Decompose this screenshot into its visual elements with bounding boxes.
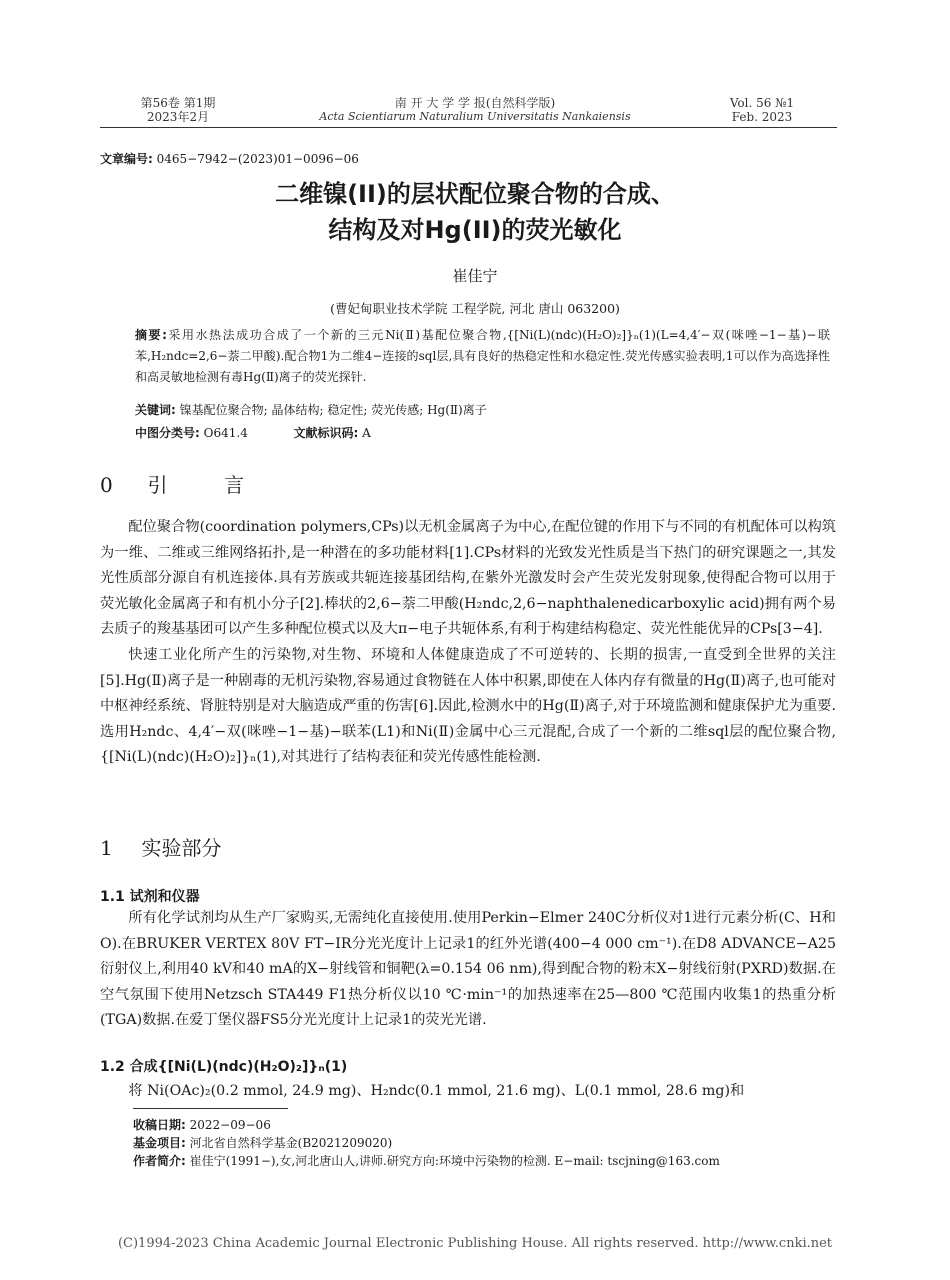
header-divider <box>100 127 837 128</box>
clc-label: 中图分类号: <box>135 426 200 440</box>
header-date-cn: 2023年2月 <box>146 110 210 124</box>
author-name: 崔佳宁 <box>452 267 498 285</box>
header-volume <box>118 96 238 124</box>
intro-paragraph-2: 快速工业化所产生的污染物,对生物、环境和人体健康造成了不可逆转的、长期的损害,一直受到全世界的关注[5].Hg(Ⅱ)离子是一种剧毒的无机污染物,容易通过食物链在人体中积累,即使在人体内存有微量的Hg(Ⅱ)离子,也可能对中枢神经系统、肾脏特别是对大脑造成严重的伤害[6].因此,检测水中的Hg(Ⅱ)离子,对于环境监测和健康保护尤为重要.选用H₂ndc、4,4′−双(咪唑−1−基)−联苯(L1)和Ni(Ⅱ)金属中心三元混配,合成了一个新的二维sql层的配位聚合物,{[Ni(L)(ndc)(H₂O)₂]}ₙ(1),对其进行了结构表征和荧光传感性能检测. <box>100 646 836 766</box>
section-0-title-1: 引 <box>147 473 168 497</box>
fund-text: 河北省自然科学基金(B2021209020) <box>189 1136 393 1150</box>
article-number <box>100 150 359 167</box>
title-line-1: 二维镍(II)的层状配位聚合物的合成、 <box>275 180 675 208</box>
synthesis-paragraph: 将 Ni(OAc)₂(0.2 mmol, 24.9 mg)、H₂ndc(0.1 mmol, 21.6 mg)、L(0.1 mmol, 28.6 mg)和 <box>128 1083 745 1099</box>
subsection-1-1-body <box>100 906 836 1034</box>
author-info-text: 崔佳宁(1991−),女,河北唐山人,讲师.研究方向:环境中污染物的检测. E−mail: tscjning@163.com <box>189 1154 720 1168</box>
subsection-1-1-heading: 1.1 试剂和仪器 <box>100 889 200 905</box>
affiliation: (曹妃甸职业技术学院 工程学院, 河北 唐山 063200) <box>330 301 620 316</box>
received-date: 2022−09−06 <box>189 1118 271 1132</box>
subsection-1-2-heading: 1.2 合成{[Ni(L)(ndc)(H₂O)₂]}ₙ(1) <box>100 1059 348 1075</box>
doc-code-label: 文献标识码: <box>293 426 359 440</box>
abstract-text: 采用水热法成功合成了一个新的三元Ni(Ⅱ)基配位聚合物,{[Ni(L)(ndc)(H₂O)₂]}ₙ(1)(L=4,4′−双(咪唑−1−基)−联苯,H₂ndc=2,6−萘二甲酸).配合物1为二维4−连接的sql层,具有良好的热稳定性和水稳定性.荧光传感实验表明,1可以作为高选择性和高灵敏地检测有毒Hg(Ⅱ)离子的荧光探针. <box>135 328 830 384</box>
footnote-author <box>133 1152 720 1170</box>
footnote-fund <box>133 1134 392 1152</box>
subsection-1-2-body <box>100 1079 836 1105</box>
abstract <box>135 325 830 388</box>
header-journal <box>300 96 650 124</box>
section-1-title: 实验部分 <box>141 836 222 860</box>
classification <box>135 424 371 441</box>
article-number-label: 文章编号: <box>100 152 153 166</box>
section-0-title-2: 言 <box>224 473 245 497</box>
header-journal-en: Acta Scientiarum Naturalium Universitatis Nankaiensis <box>319 110 631 123</box>
copyright-notice: (C)1994-2023 China Academic Journal Electronic Publishing House. All rights reserved. http://www.cnki.net <box>117 1236 833 1251</box>
fund-label: 基金项目: <box>133 1136 186 1150</box>
paper-title <box>0 176 950 248</box>
author-info-label: 作者简介: <box>133 1154 186 1168</box>
clc-value: O641.4 <box>203 426 248 440</box>
title-line-2: 结构及对Hg(II)的荧光敏化 <box>328 216 622 244</box>
introduction-body <box>100 515 836 771</box>
header-volume-en <box>692 96 832 124</box>
section-0-number: 0 <box>100 473 113 497</box>
header-vol-en: Vol. 56 №1 <box>729 96 795 110</box>
section-0-heading <box>100 469 244 498</box>
article-number-value: 0465−7942−(2023)01−0096−06 <box>156 152 359 166</box>
received-label: 收稿日期: <box>133 1118 186 1132</box>
footnote-received <box>133 1116 271 1134</box>
keywords-text: 镍基配位聚合物; 晶体结构; 稳定性; 荧光传感; Hg(Ⅱ)离子 <box>179 403 487 417</box>
keywords-label: 关键词: <box>135 403 176 417</box>
section-1-heading <box>100 832 221 861</box>
header-volume-cn: 第56卷 第1期 <box>140 96 216 110</box>
reagents-paragraph: 所有化学试剂均从生产厂家购买,无需纯化直接使用.使用Perkin−Elmer 240C分析仪对1进行元素分析(C、H和O).在BRUKER VERTEX 80V FT−IR分光光度计上记录1的红外光谱(400−4 000 cm⁻¹).在D8 ADVANCE−A25衍射仪上,利用40 kV和40 mA的X−射线管和铜靶(λ=0.154 06 nm),得到配合物的粉末X−射线衍射(PXRD)数据.在空气氛围下使用Netzsch STA449 F1热分析仪以10 ℃·min⁻¹的加热速率在25—800 ℃范围内收集1的热重分析(TGA)数据.在爱丁堡仪器FS5分光光度计上记录1的荧光光谱. <box>100 910 836 1029</box>
header-journal-cn: 南 开 大 学 学 报(自然科学版) <box>394 96 556 110</box>
section-1-number: 1 <box>100 836 113 860</box>
keywords <box>135 401 487 418</box>
header-date-en: Feb. 2023 <box>731 110 793 124</box>
abstract-label: 摘要: <box>135 328 167 342</box>
doc-code-value: A <box>362 426 371 440</box>
intro-paragraph-1: 配位聚合物(coordination polymers,CPs)以无机金属离子为中心,在配位键的作用下与不同的有机配体可以构筑为一维、二维或三维网络拓扑,是一种潜在的多功能材料[1].CPs材料的光致发光性质是当下热门的研究课题之一,其发光性质部分源自有机连接体.具有芳族或共轭连接基团结构,在紫外光激发时会产生荧光发射现象,使得配合物可以用于荧光敏化金属离子和有机小分子[2].棒状的2,6−萘二甲酸(H₂ndc,2,6−naphthalenedicarboxylic acid)拥有两个易去质子的羧基基团可以产生多种配位模式以及大π−电子共轭体系,有利于构建结构稳定、荧光性能优异的CPs[3−4]. <box>100 519 836 638</box>
footnote-divider <box>133 1108 288 1109</box>
